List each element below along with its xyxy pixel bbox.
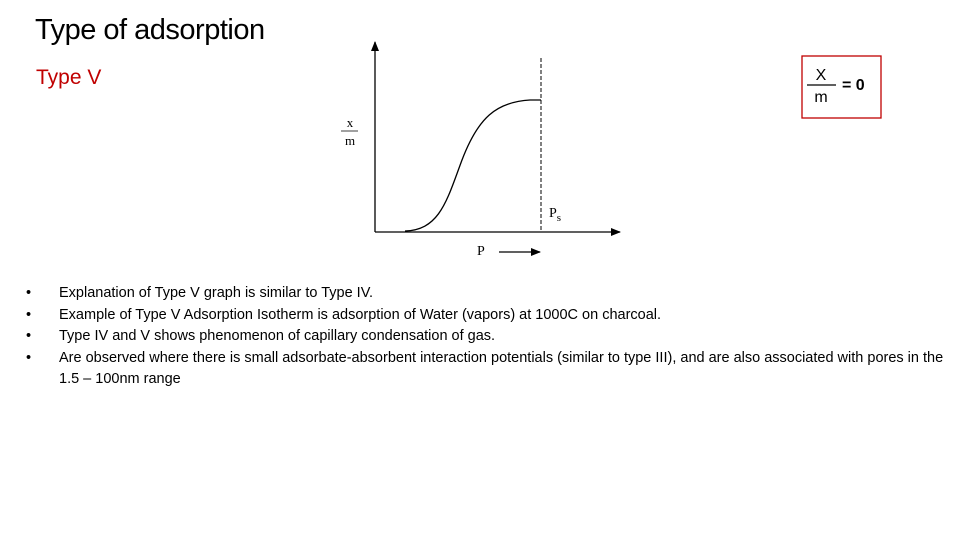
- bullet-item: [26, 283, 951, 305]
- pressure-label: P: [477, 244, 485, 259]
- bullet-list: [26, 283, 951, 391]
- y-axis-label-numerator: x: [346, 115, 354, 130]
- bullet-text: Type IV and V shows phenomenon of capillary condensation of gas.: [59, 328, 496, 344]
- bullet-item: [26, 305, 951, 327]
- condition-equals-zero: = 0: [842, 77, 865, 94]
- bullet-text: Are observed where there is small adsorbate-absorbent interaction potentials (similar to type III), and are also associated with pores in the 1.5 – 100nm range: [59, 349, 944, 387]
- y-axis-label-denominator: m: [344, 133, 356, 148]
- slide-subtitle: Type V: [36, 66, 102, 89]
- ps-label: [549, 206, 561, 224]
- condition-denominator: m: [814, 89, 828, 106]
- bullet-marker: •: [26, 306, 32, 323]
- ps-label-main: P: [549, 206, 557, 221]
- bullet-item: [26, 326, 951, 348]
- bullet-marker: •: [26, 349, 32, 366]
- slide-title: Type of adsorption: [35, 14, 265, 46]
- bullet-text: Explanation of Type V graph is similar to Type IV.: [59, 285, 374, 301]
- condition-numerator: X: [815, 67, 827, 84]
- ps-label-subscript: s: [556, 212, 562, 224]
- isotherm-curve: [405, 100, 541, 231]
- bullet-item: [26, 348, 951, 391]
- bullet-text: Example of Type V Adsorption Isotherm is adsorption of Water (vapors) at 1000C on charcoal.: [59, 306, 662, 323]
- bullet-marker: •: [26, 328, 32, 344]
- bullet-marker: •: [26, 285, 32, 301]
